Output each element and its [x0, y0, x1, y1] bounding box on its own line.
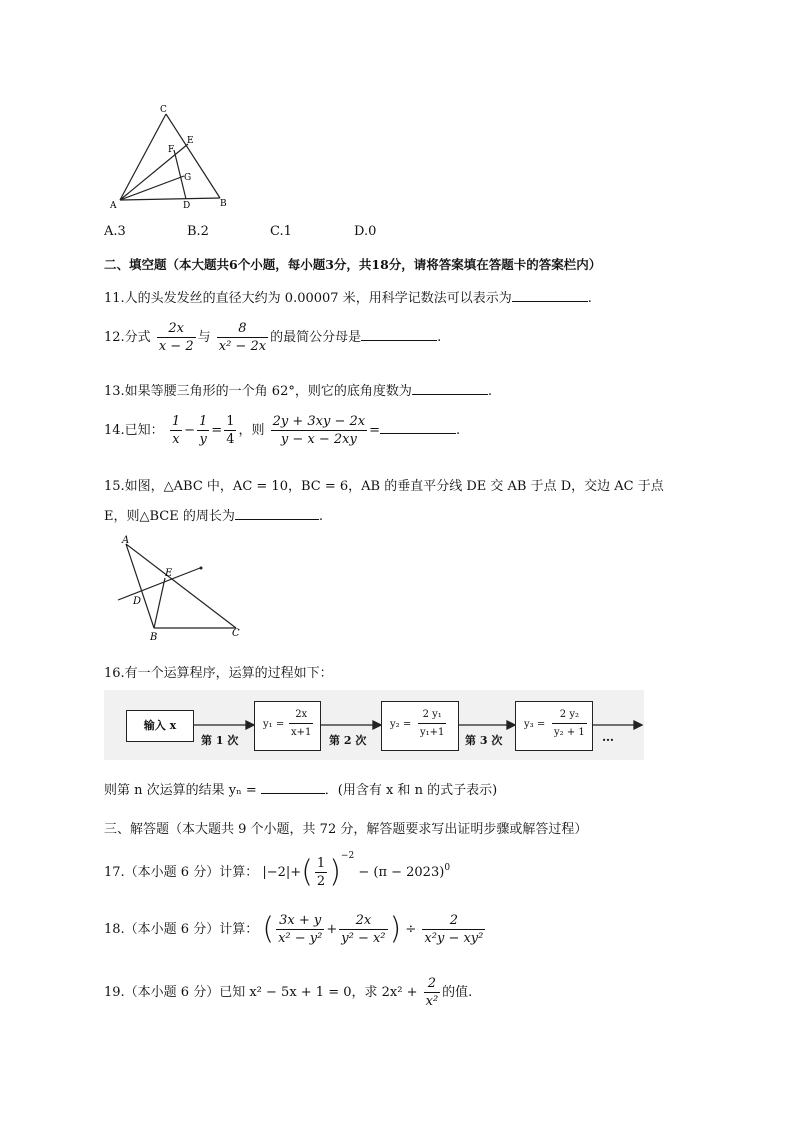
fraction: [197, 413, 209, 448]
y3-label: y₃ =: [524, 719, 546, 730]
q12-mid: 与: [197, 330, 211, 345]
fraction: [289, 706, 313, 741]
numerator: 3x + y: [276, 912, 324, 930]
label-D: D: [133, 596, 142, 607]
denominator: 2: [316, 874, 326, 889]
denominator: 4: [226, 432, 235, 447]
paren-close: ): [329, 854, 341, 890]
answer-blank: [361, 339, 437, 341]
question-16-answer: [104, 779, 497, 798]
abs-value: |−2|: [262, 865, 291, 880]
y1-box: [254, 701, 321, 751]
q19-pre: 19.（本小题 6 分）已知 x² − 5x + 1 = 0，求 2x² +: [104, 985, 418, 1000]
q12-pre: 12.分式: [104, 330, 151, 345]
denominator: y² − x²: [341, 931, 386, 946]
question-14: [104, 413, 460, 448]
numerator: 8: [217, 320, 268, 338]
denominator: x − 2: [158, 339, 194, 354]
fraction: [552, 706, 587, 741]
label-C: C: [232, 628, 240, 639]
label-B: B: [220, 199, 227, 209]
input-box: [126, 710, 194, 742]
question-17: [104, 851, 450, 890]
numerator: 2: [422, 912, 485, 930]
fraction: [217, 320, 268, 355]
y3-box: [515, 701, 593, 751]
fraction: [157, 320, 196, 355]
numerator: 2x: [339, 912, 387, 930]
y2-box: [381, 701, 459, 751]
option-b: B.2: [187, 224, 209, 239]
answer-blank: [380, 432, 456, 434]
exponent: 0: [444, 863, 451, 873]
question-19: [104, 975, 472, 1010]
numerator: 2 y₂: [552, 706, 587, 724]
numerator: 2: [424, 975, 441, 993]
numerator: 1: [171, 414, 181, 429]
question-16: 16.有一个运算程序，运算的过程如下：: [104, 666, 333, 681]
q14-then: ，则: [238, 423, 265, 438]
numerator: 2x: [157, 320, 196, 338]
numerator: 1: [316, 856, 326, 871]
fraction: [276, 912, 324, 947]
fraction: [315, 855, 327, 890]
denominator: x+1: [291, 727, 312, 738]
label-A: A: [110, 201, 117, 211]
operator: =: [211, 423, 223, 438]
triangle-figure-q10: [108, 100, 238, 212]
question-12: [104, 320, 441, 355]
answer-blank: [261, 792, 325, 794]
q12-post: 的最简公分母是: [270, 330, 362, 345]
q18-pre: 18.（本小题 6 分）计算：: [104, 922, 259, 937]
fraction: [418, 706, 446, 741]
option-a: A.3: [104, 224, 126, 239]
question-13: [104, 380, 492, 399]
numerator: 1: [199, 414, 208, 429]
q17-pre: 17.（本小题 6 分）计算：: [104, 865, 259, 880]
question-18: [104, 912, 487, 947]
denominator: x² − y²: [278, 931, 323, 946]
label-D: D: [183, 201, 191, 211]
paren-close: ): [389, 911, 402, 947]
q15-end: .: [318, 509, 323, 524]
question-11: [104, 287, 592, 306]
q13-end: .: [487, 384, 492, 399]
label-C: C: [160, 105, 167, 115]
operator: +: [290, 865, 302, 880]
paren-open: (: [301, 854, 313, 890]
numerator: 1: [226, 414, 235, 429]
fraction: [424, 975, 441, 1010]
numerator: 2x: [289, 706, 313, 724]
denominator: x: [172, 432, 180, 447]
y2-label: y₂ =: [390, 719, 412, 730]
triangle-figure-q15: [108, 532, 258, 644]
numerator: 2y + 3xy − 2x: [272, 414, 366, 429]
paren-open: (: [262, 911, 275, 947]
fraction: [271, 413, 367, 448]
answer-blank: [235, 518, 319, 520]
operator: =: [369, 423, 381, 438]
y1-label: y₁ =: [263, 719, 285, 730]
operator: ÷: [405, 922, 417, 937]
section-3-title: 三、解答题（本大题共 9 个小题，共 72 分，解答题要求写出证明步骤或解答过程）: [104, 822, 588, 837]
section-2-title: 二、填空题（本大题共6个小题，每小题3分，共18分，请将答案填在答题卡的答案栏内）: [104, 257, 602, 272]
label-A: A: [122, 535, 130, 546]
q19-post: 的值.: [442, 985, 473, 1000]
question-15-line2: [104, 505, 323, 524]
ellipsis: …: [602, 730, 614, 744]
q17-rest: − (π − 2023): [358, 865, 445, 880]
denominator: x²: [425, 994, 439, 1009]
fraction: [422, 912, 485, 947]
q14-end: .: [456, 423, 461, 438]
label-E: E: [165, 568, 173, 579]
denominator: y − x − 2xy: [280, 432, 357, 447]
denominator: y: [199, 432, 207, 447]
q15-line2-text: E，则△BCE 的周长为: [104, 509, 235, 524]
fraction: [339, 912, 387, 947]
q13-text: 13.如果等腰三角形的一个角 62°，则它的底角度数为: [104, 384, 412, 399]
q11-end: .: [587, 291, 592, 306]
label-G: G: [184, 173, 192, 183]
denominator: y₁+1: [420, 727, 445, 738]
label-F: F: [168, 145, 175, 155]
step-2-label: 第 2 次: [329, 734, 367, 747]
exponent: −2: [340, 851, 355, 861]
q12-end: .: [437, 330, 442, 345]
option-d: D.0: [354, 224, 377, 239]
question-15-line1: 15.如图，△ABC 中，AC = 10，BC = 6，AB 的垂直平分线 DE 交 AB 于点 D，交边 AC 于点: [104, 479, 664, 494]
flow-diagram: [104, 690, 644, 760]
numerator: 2 y₁: [418, 706, 446, 724]
q16b-pre: 则第 n 次运算的结果 yₙ =: [104, 783, 257, 798]
answer-blank: [512, 300, 588, 302]
fraction: [170, 413, 182, 448]
q14-pre: 14.已知：: [104, 423, 164, 438]
denominator: x²y − xy²: [424, 931, 484, 946]
denominator: y₂ + 1: [554, 727, 585, 738]
label-E: E: [187, 136, 194, 146]
step-1-label: 第 1 次: [201, 734, 239, 747]
q11-text: 11.人的头发发丝的直径大约为 0.00007 米，用科学记数法可以表示为: [104, 291, 512, 306]
input-label: 输入 x: [143, 719, 177, 732]
fraction: [224, 413, 236, 448]
option-c: C.1: [270, 224, 292, 239]
q16b-post: ．(用含有 x 和 n 的式子表示): [324, 783, 498, 798]
operator: −: [184, 423, 196, 438]
operator: +: [326, 922, 338, 937]
denominator: x² − 2x: [218, 339, 267, 354]
answer-blank: [412, 393, 488, 395]
step-3-label: 第 3 次: [465, 734, 503, 747]
label-B: B: [150, 632, 158, 643]
